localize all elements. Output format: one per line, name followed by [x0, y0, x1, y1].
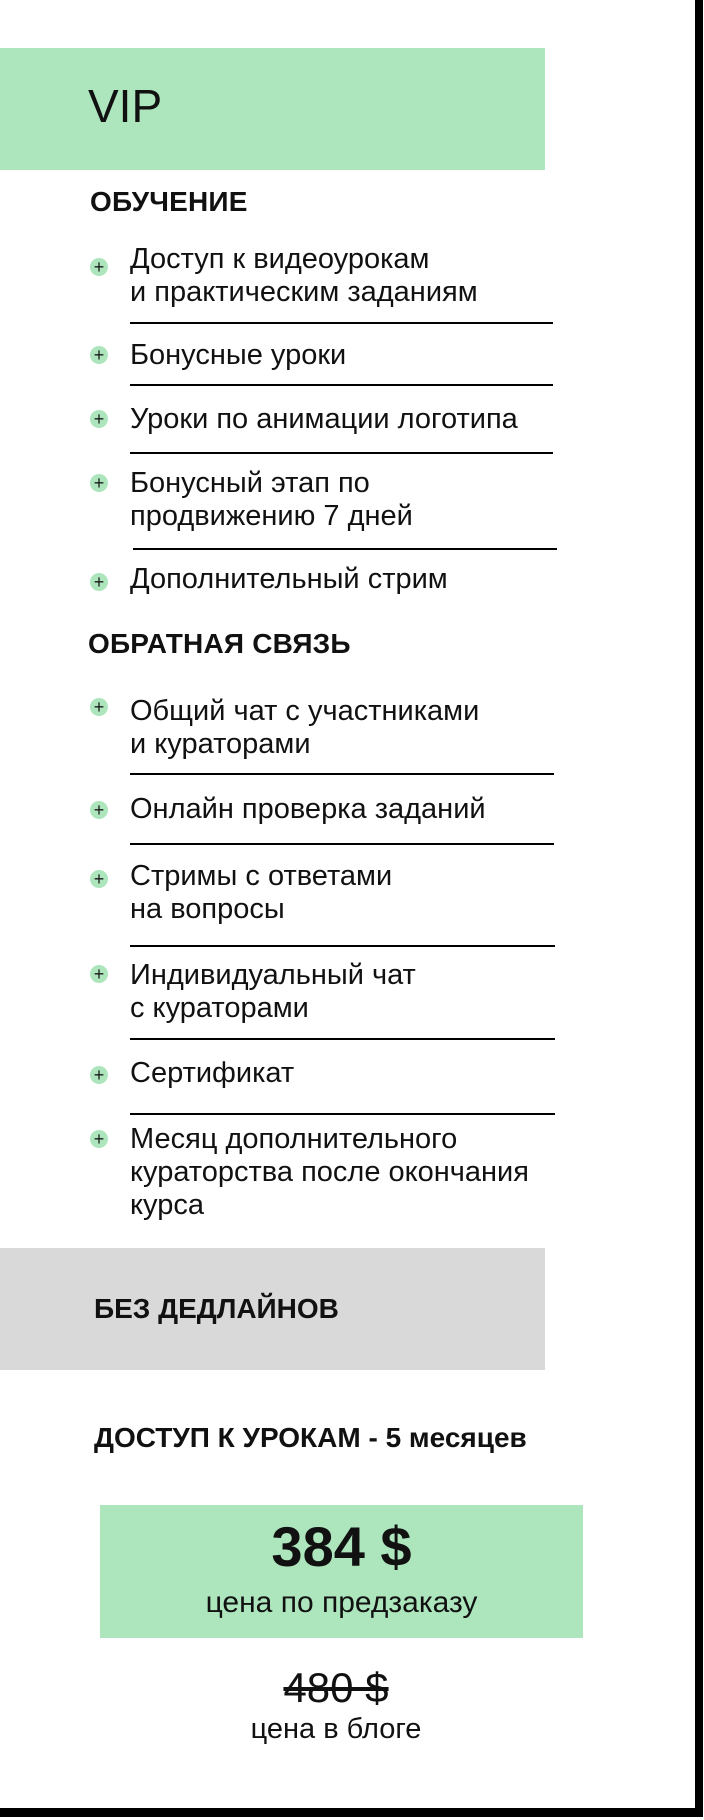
- tier-header: [0, 48, 545, 170]
- plus-icon: +: [90, 474, 108, 492]
- divider: [130, 384, 553, 386]
- plus-icon: +: [90, 346, 108, 364]
- old-price-caption: цена в блоге: [250, 1713, 422, 1745]
- divider: [130, 773, 554, 775]
- plus-icon: +: [90, 410, 108, 428]
- feature-label: Онлайн проверка заданий: [130, 793, 486, 825]
- divider: [130, 945, 555, 947]
- tier-title: VIP: [88, 80, 163, 132]
- price-box: [100, 1505, 583, 1638]
- divider: [133, 548, 557, 550]
- old-price: 480 $: [283, 1664, 389, 1711]
- divider: [130, 1038, 555, 1040]
- feature-label: Бонусный этап по продвижению 7 дней: [130, 467, 413, 532]
- deadline-label: БЕЗ ДЕДЛАЙНОВ: [94, 1293, 339, 1324]
- access-duration-label: ДОСТУП К УРОКАМ - 5 месяцев: [94, 1422, 527, 1453]
- feature-label: Индивидуальный чат с кураторами: [130, 959, 416, 1024]
- plus-icon: +: [90, 573, 108, 591]
- plus-icon: +: [90, 965, 108, 983]
- plus-icon: +: [90, 870, 108, 888]
- feature-label: Стримы с ответами на вопросы: [130, 860, 393, 925]
- plus-icon: +: [90, 698, 108, 716]
- current-price: 384 $: [271, 1515, 412, 1578]
- plus-icon: +: [90, 801, 108, 819]
- section-title-learning: ОБУЧЕНИЕ: [90, 186, 248, 217]
- divider: [130, 322, 553, 324]
- feature-label: Уроки по анимации логотипа: [130, 403, 518, 435]
- divider: [130, 843, 554, 845]
- feature-label: Дополнительный стрим: [130, 563, 448, 595]
- feature-label: Доступ к видеоурокам и практическим заданиям: [130, 243, 478, 308]
- divider: [130, 1113, 555, 1115]
- card-border-bottom: [0, 1808, 703, 1817]
- feature-label: Месяц дополнительного кураторства после окончания курса: [130, 1123, 529, 1221]
- plus-icon: +: [90, 1130, 108, 1148]
- feature-label: Бонусные уроки: [130, 339, 347, 371]
- deadline-band: [0, 1248, 545, 1370]
- current-price-caption: цена по предзаказу: [205, 1586, 478, 1619]
- plus-icon: +: [90, 258, 108, 276]
- section-title-feedback: ОБРАТНАЯ СВЯЗЬ: [88, 628, 351, 659]
- divider: [130, 452, 553, 454]
- plus-icon: +: [90, 1066, 108, 1084]
- card-border-right: [695, 0, 703, 1816]
- feature-label: Сертификат: [130, 1057, 295, 1089]
- feature-label: Общий чат с участниками и кураторами: [130, 695, 480, 760]
